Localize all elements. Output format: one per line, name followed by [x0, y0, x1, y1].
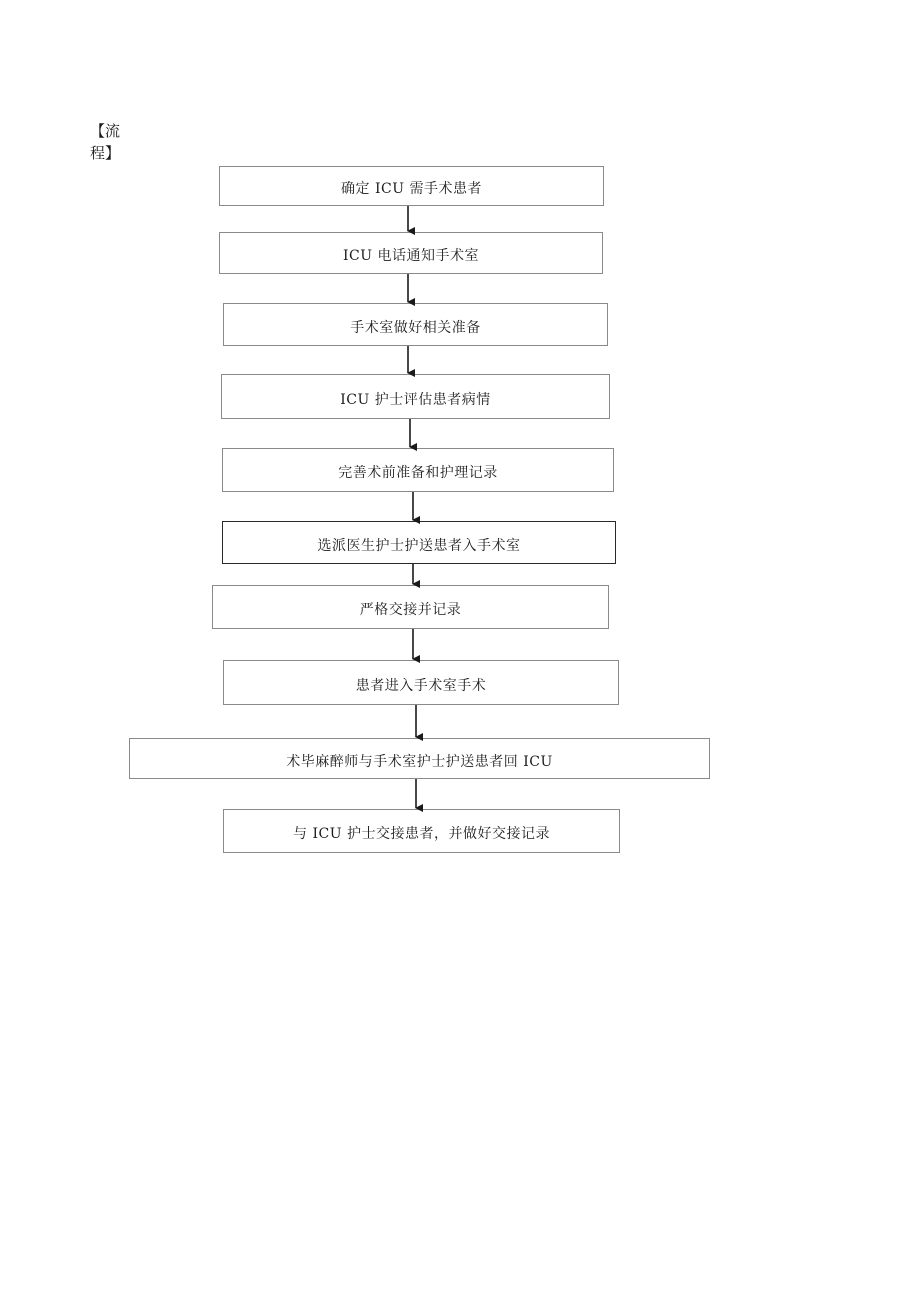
- step-box-3: [223, 303, 608, 346]
- step-box-4: [221, 374, 610, 419]
- step-label-1: 确定 ICU 需手术患者: [341, 181, 482, 197]
- step-label-6: 选派医生护士护送患者入手术室: [317, 537, 521, 554]
- step-label-7: 严格交接并记录: [359, 602, 462, 618]
- section-heading: [90, 120, 130, 164]
- step-box-2: [219, 232, 603, 274]
- step-label-3: 手术室做好相关准备: [350, 319, 481, 336]
- step-box-7: [212, 585, 609, 629]
- step-box-1: [219, 166, 604, 206]
- step-box-8: [223, 660, 619, 705]
- step-label-8: 患者进入手术室手术: [355, 677, 487, 694]
- step-label-4: ICU 护士评估患者病情: [340, 391, 491, 408]
- step-label-10: 与 ICU 护士交接患者，并做好交接记录: [293, 826, 550, 842]
- step-box-6: [222, 521, 616, 564]
- step-box-10: [223, 809, 620, 853]
- step-label-5: 完善术前准备和护理记录: [338, 465, 498, 481]
- step-label-9: 术毕麻醉师与手术室护士护送患者回 ICU: [286, 753, 553, 770]
- heading-line-2: 程】: [90, 144, 121, 162]
- step-box-5: [222, 448, 614, 492]
- step-label-2: ICU 电话通知手术室: [343, 248, 479, 264]
- step-box-9: [129, 738, 710, 779]
- heading-line-1: 【流: [90, 122, 121, 140]
